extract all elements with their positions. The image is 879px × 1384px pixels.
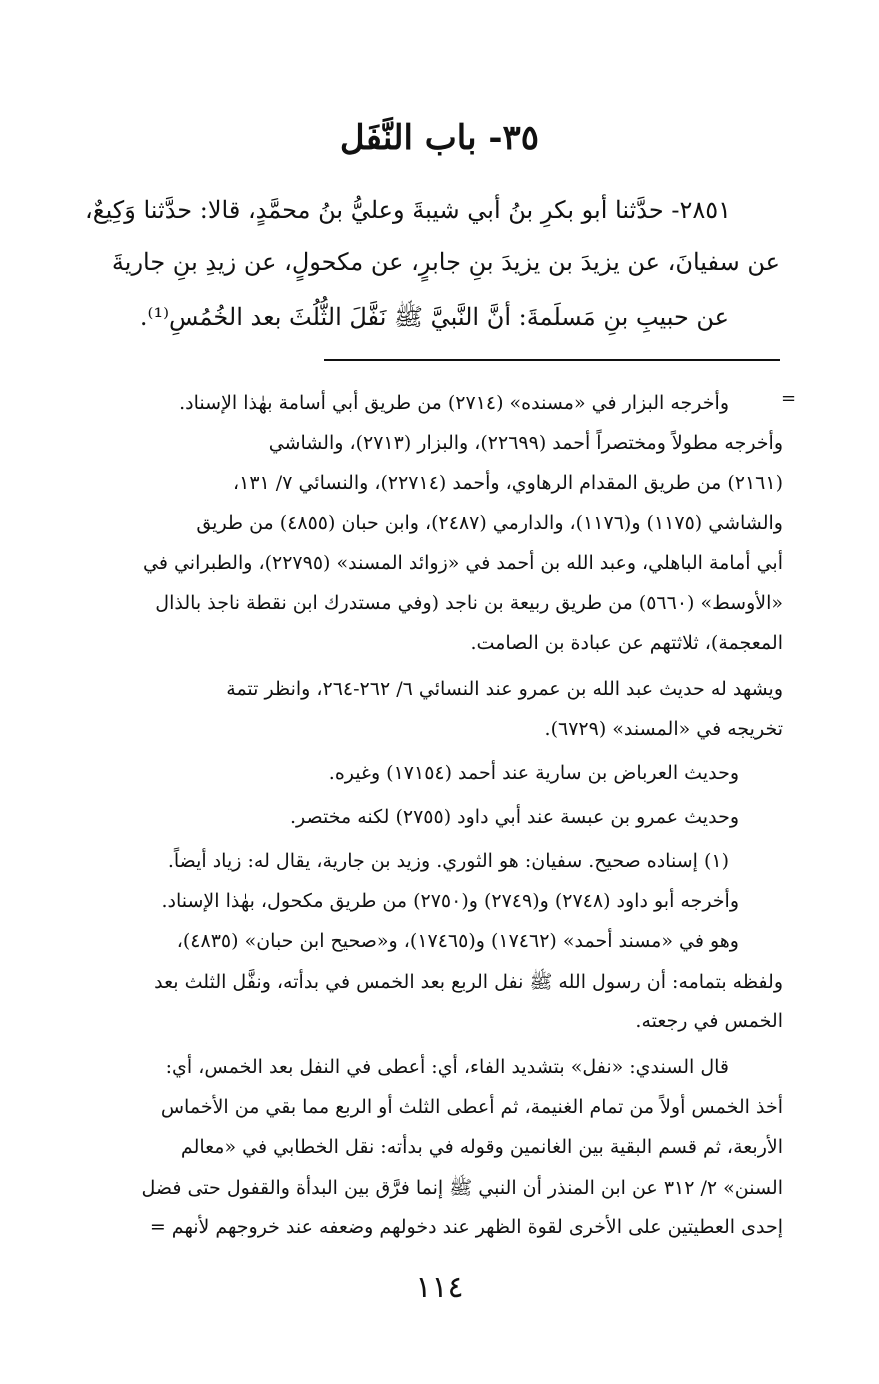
footnote-line: ولفظه بتمامه: أن رسول الله ﷺ نفل الربع بعد الخمس في بدأته، ونفَّل الثلث بعد — [154, 971, 783, 993]
footnote-line: (١) إسناده صحيح. سفيان: هو الثوري. وزيد بن جارية، يقال له: زياد أيضاً. — [167, 850, 729, 872]
footnote-line: أبي أمامة الباهلي، وعبد الله بن أحمد في «زوائد المسند» (٢٢٧٩٥)، والطبراني في — [143, 552, 783, 574]
footnote-line: الأربعة، ثم قسم البقية بين الغانمين وقوله في بدأته: نقل الخطابي في «معالم — [180, 1136, 783, 1158]
footnote-line: وهو في «مسند أحمد» (١٧٤٦٢) و(١٧٤٦٥)، و«صحيح ابن حبان» (٤٨٣٥)، — [176, 930, 739, 952]
footnote-line: الخمس في رجعته. — [635, 1010, 783, 1032]
hadith-line: ٢٨٥١- حدَّثنا أبو بكرِ بنُ أبي شيبةَ وعليُّ بنُ محمَّدٍ، قالا: حدَّثنا وَكِيعٌ، — [85, 196, 731, 224]
chapter-title: ٣٥- باب النَّفَل — [339, 118, 540, 158]
footnote-line: أخذ الخمس أولاً من تمام الغنيمة، ثم أعطى الثلث أو الربع مما بقي من الأخماس — [160, 1096, 783, 1118]
footnote-line: وأخرجه أبو داود (٢٧٤٨) و(٢٧٤٩) و(٢٧٥٠) من طريق مكحول، بهٰذا الإسناد. — [161, 890, 739, 912]
footnote-line: والشاشي (١١٧٥) و(١١٧٦)، والدارمي (٢٤٨٧)، وابن حبان (٤٨٥٥) من طريق — [196, 512, 783, 534]
footnote-line: وحديث عمرو بن عبسة عند أبي داود (٢٧٥٥) لكنه مختصر. — [290, 806, 739, 828]
footnote-separator — [324, 359, 780, 361]
footnote-line: إحدى العطيتين على الأخرى لقوة الظهر عند دخولهم وضعفه عند خروجهم لأنهم = — [149, 1216, 783, 1238]
footnote-line: تخريجه في «المسند» (٦٧٢٩). — [544, 718, 783, 740]
hadith-line: عن سفيانَ، عن يزيدَ بن يزيدَ بنِ جابرٍ، عن مكحولٍ، عن زيدِ بنِ جاريةَ — [111, 248, 780, 276]
footnote-line: ويشهد له حديث عبد الله بن عمرو عند النسائي ٦/ ٢٦٢-٢٦٤، وانظر تتمة — [226, 678, 783, 700]
footnote-line: قال السندي: «نفل» بتشديد الفاء، أي: أعطى في النفل بعد الخمس، أي: — [165, 1056, 729, 1078]
footnote-line: وأخرجه مطولاً ومختصراً أحمد (٢٢٦٩٩)، والبزار (٢٧١٣)، والشاشي — [268, 432, 783, 454]
footnote-line: وحديث العرباض بن سارية عند أحمد (١٧١٥٤) وغيره. — [328, 762, 739, 784]
page-number: ١١٤ — [415, 1270, 464, 1305]
footnote-line: المعجمة)، ثلاثتهم عن عبادة بن الصامت. — [470, 632, 783, 654]
footnote-line: (٢١٦١) من طريق المقدام الرهاوي، وأحمد (٢٢٧١٤)، والنسائي ٧/ ١٣١، — [232, 472, 783, 494]
hadith-line: عن حبيبِ بنِ مَسلَمةَ: أنَّ النَّبيَّ ﷺ نَفَّلَ الثُّلُثَ بعد الخُمُسِ⁽¹⁾. — [139, 303, 729, 331]
footnote-line: وأخرجه البزار في «مسنده» (٢٧١٤) من طريق أبي أسامة بهٰذا الإسناد. — [179, 392, 729, 414]
footnote-line: السنن» ٢/ ٣١٢ عن ابن المنذر أن النبي ﷺ إنما فرَّق بين البدأة والقفول حتى فضل — [141, 1177, 783, 1199]
footnote-line: «الأوسط» (٥٦٦٠) من طريق ربيعة بن ناجد (وفي مستدرك ابن نقطة ناجذ بالذال — [155, 592, 783, 614]
continuation-mark: = — [781, 388, 797, 409]
